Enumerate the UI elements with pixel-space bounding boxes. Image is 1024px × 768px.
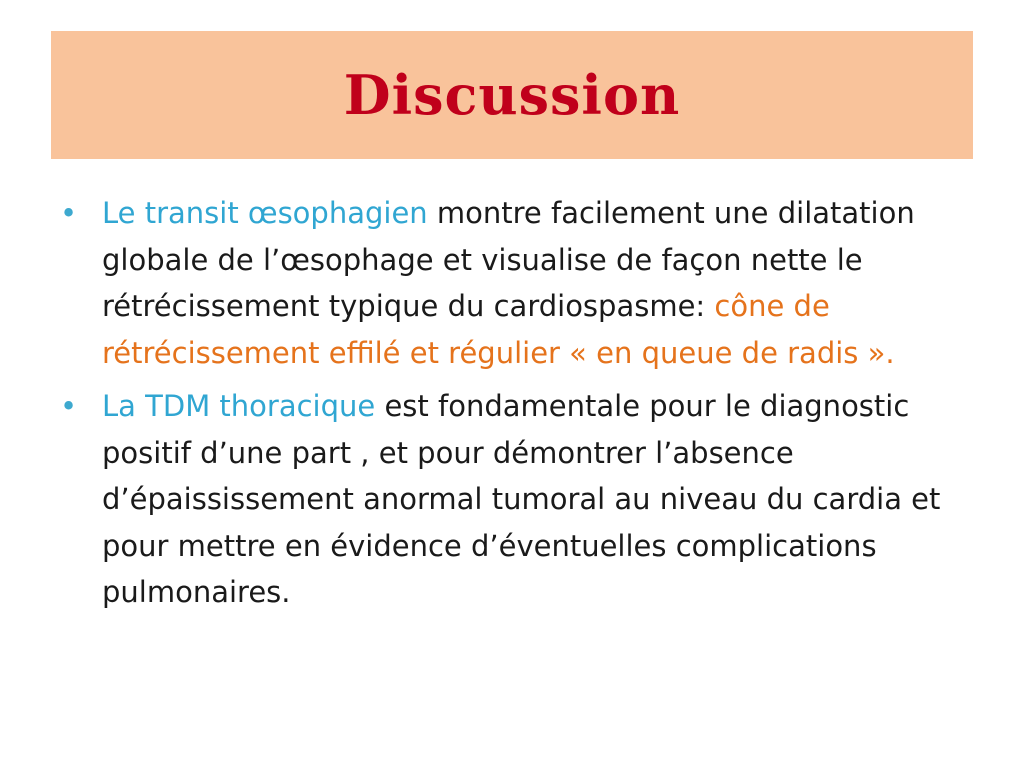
bullet-marker: • bbox=[60, 196, 78, 230]
slide-title: Discussion bbox=[343, 63, 681, 127]
bullet-list bbox=[58, 190, 958, 623]
bullet-text: est fondamentale pour le diagnostic positif d’une part , et pour démontrer l’absence d’épaississement anormal tumoral au niveau du cardia et pour mettre en évidence d’éventuelles complications pulmonaires. bbox=[102, 389, 941, 609]
bullet-highlight: La TDM thoracique bbox=[102, 389, 376, 423]
bullet-item-transit bbox=[58, 190, 958, 376]
bullet-emphasis: cône de rétrécissement effilé et régulier « en queue de radis ». bbox=[102, 289, 895, 370]
bullet-text: montre facilement une dilatation globale de l’œsophage et visualise de façon nette le rétrécissement typique du cardiospasme: bbox=[102, 196, 915, 323]
bullet-marker: • bbox=[60, 389, 78, 423]
title-bar bbox=[51, 31, 973, 159]
bullet-highlight: Le transit œsophagien bbox=[102, 196, 428, 230]
bullet-item-tdm bbox=[58, 383, 958, 616]
